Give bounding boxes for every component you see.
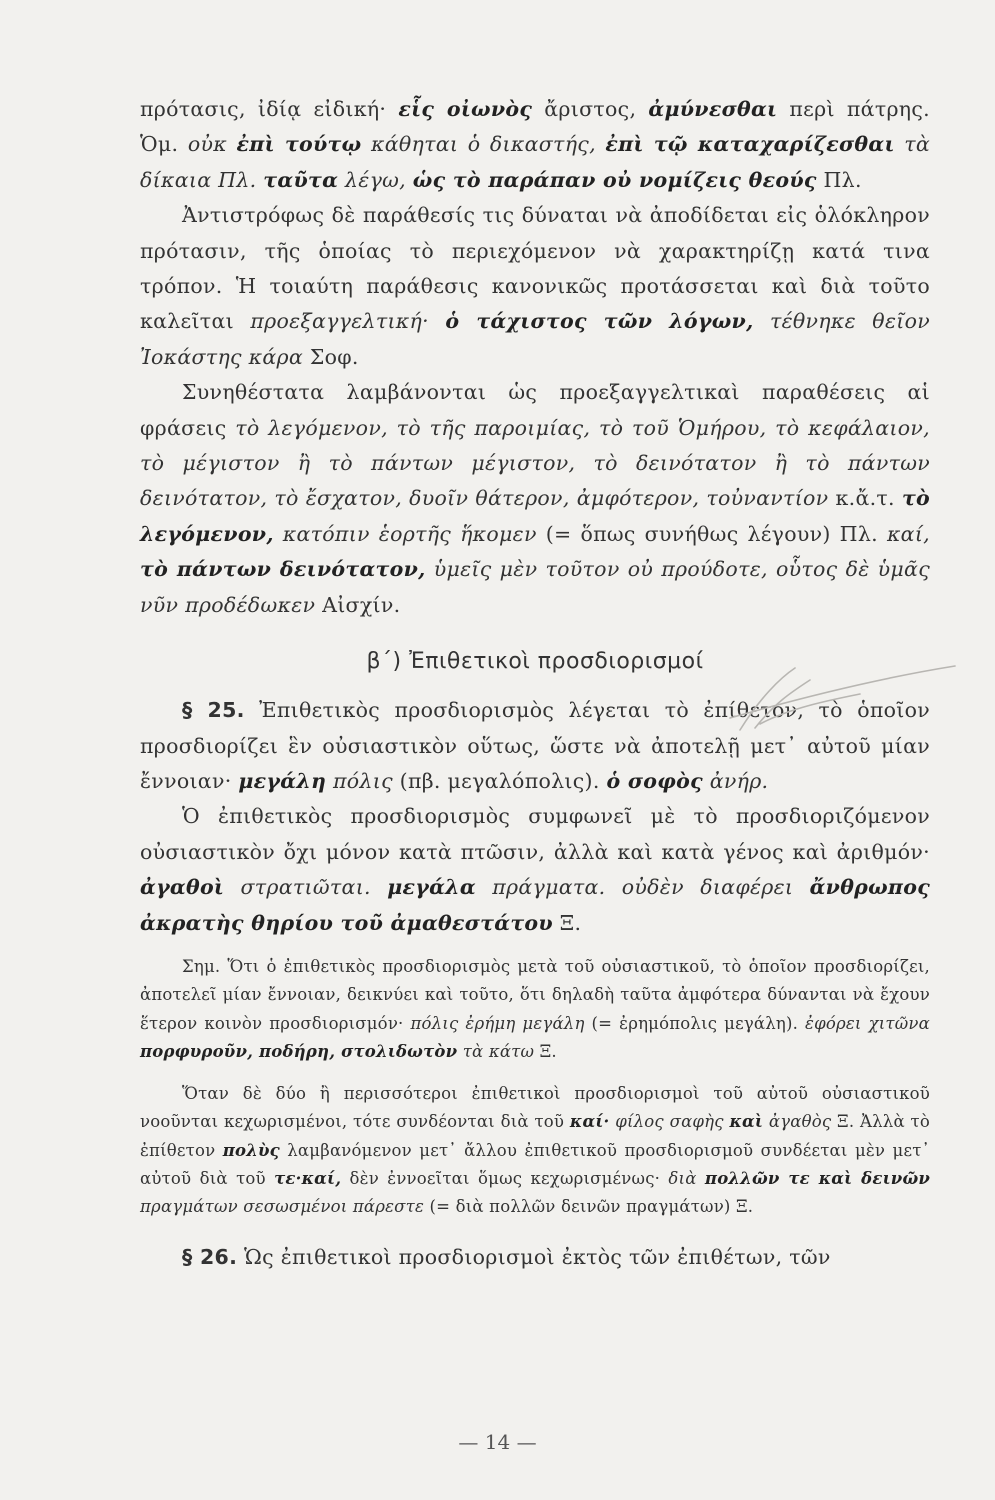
bold-example: μεγάλη — [238, 768, 327, 793]
text: κ.ἄ.τ. — [828, 486, 902, 511]
text: Αἰσχίν. — [315, 592, 401, 617]
italic-text: ἀνήρ. — [709, 768, 769, 793]
text: Ἀντιστρόφως δὲ παράθεσίς τις δύναται νὰ ἀποδίδεται εἰς ὁλόκληρον πρότασιν, τῆς ὁποίας τὸ περιεχόμενον νὰ χαρακτηρίζῃ κατά τινα τρόπον. Ἡ τοιαύτη παράθεσις κανονικῶς προτάσσεται καὶ διὰ τοῦτο καλεῖται — [140, 203, 930, 334]
section-26 — [140, 1240, 930, 1275]
italic-text: πόλις ἐρήμη μεγάλη — [410, 1013, 585, 1033]
text: Σοφ. — [303, 344, 359, 369]
bold-example: ὡς τὸ παράπαν οὐ νομίζεις θεούς — [412, 167, 817, 192]
italic-text: οὐκ — [187, 132, 228, 157]
text: ἄριστος, — [532, 97, 649, 121]
text: Ξ. Ἀλλὰ τὸ ἐπίθετον — [140, 1112, 930, 1160]
note-2 — [140, 1080, 930, 1221]
italic-text: στρατιῶται. — [240, 875, 371, 900]
paragraph-1 — [140, 92, 930, 198]
text: (= ἐρημόπολις μεγάλη). — [584, 1013, 806, 1033]
italic-text: κατόπιν ἑορτῆς ἥκομεν — [282, 521, 537, 546]
paragraph-2 — [140, 198, 930, 375]
text — [371, 875, 387, 899]
text — [697, 1169, 705, 1188]
text: δὲν ἐννοεῖται ὅμως κεχωρισμένως· — [341, 1169, 669, 1189]
section-heading: β΄) Ἐπιθετικοὶ προσδιορισμοί — [366, 649, 704, 675]
text — [476, 875, 492, 899]
text: Συνηθέστατα λαμβάνονται ὡς προεξαγγελτικαὶ παραθέσεις αἱ φράσεις — [140, 380, 930, 440]
page-number: — 14 — — [458, 1430, 537, 1454]
text: Ὅταν δὲ δύο ἢ περισσότεροι ἐπιθετικοὶ προσδιορισμοὶ τοῦ αὐτοῦ οὐσιαστικοῦ νοοῦνται κεχωρισμένοι, τότε συνδέονται διὰ τοῦ — [140, 1084, 930, 1132]
italic-text: τὰ κάτω — [462, 1041, 535, 1061]
text — [754, 309, 770, 333]
bold-example: τε·καί, — [274, 1169, 342, 1189]
italic-text: φίλος σαφὴς — [615, 1112, 724, 1132]
text — [703, 769, 710, 793]
italic-text: ἐφόρει χιτῶνα — [805, 1013, 930, 1033]
text: Ξ. — [534, 1041, 557, 1061]
italic-text: διὰ — [668, 1169, 697, 1189]
paragraph-3 — [140, 375, 930, 623]
bold-example: ἐπὶ τούτῳ — [236, 132, 362, 157]
italic-text: πόλις — [333, 768, 393, 793]
text — [429, 309, 445, 333]
bold-example: ἐπὶ τῷ καταχαρίζεσθαι — [605, 132, 895, 157]
bold-example: πορφυροῦν, ποδήρη, στολιδωτὸν — [140, 1041, 458, 1061]
text: λαμβανόμενον μετ᾽ ἄλλου ἐπιθετικοῦ προσδιορισμοῦ συνδέεται μὲν μετ᾽ αὐτοῦ διὰ τοῦ — [140, 1140, 930, 1189]
bold-example: πολλῶν τε καὶ δεινῶν — [704, 1169, 931, 1189]
italic-text: κάθηται ὁ δικαστής, — [361, 132, 606, 157]
text: (πβ. μεγαλόπολις). — [392, 768, 607, 793]
italic-text: τὰ δίκαια Πλ. — [140, 132, 930, 192]
text: Ξ. — [552, 910, 582, 935]
note-1 — [140, 953, 930, 1066]
text — [227, 132, 237, 156]
bold-example: ταῦτα — [263, 167, 339, 192]
bold-example: τὸ λεγόμενον, — [140, 486, 931, 546]
bold-example: πολὺς — [222, 1140, 280, 1160]
text: (= ὅπως συνήθως λέγουν) Πλ. — [536, 521, 887, 546]
italic-text: τέθνηκε θεῖον Ἰοκάστης κάρα — [140, 309, 930, 369]
text: Πλ. — [816, 167, 862, 192]
text — [793, 875, 809, 899]
text — [426, 557, 434, 581]
text: (= διὰ πολλῶν δεινῶν πραγμάτων) Ξ. — [424, 1197, 754, 1217]
italic-text: λέγω, — [338, 167, 413, 192]
text: Ὁ ἐπιθετικὸς προσδιορισμὸς συμφωνεῖ μὲ τὸ προσδιοριζόμενον οὐσιαστικὸν ὄχι μόνον κατὰ πτῶσιν, ἀλλὰ καὶ κατὰ γένος καὶ ἀριθμόν· — [140, 804, 930, 864]
text: Ὡς ἐπιθετικοὶ προσδιορισμοὶ ἐκτὸς τῶν ἐπιθέτων, τῶν — [237, 1244, 831, 1269]
bold-example: τὸ πάντων δεινότατον, — [140, 557, 426, 582]
bold-example: ἀμύνεσθαι — [648, 97, 778, 121]
text: πρότασις, ἰδίᾳ εἰδική· — [140, 97, 399, 121]
bold-example: ἄνθρωπος ἀκρατὴς θηρίου τοῦ ἀμαθεστάτου — [140, 875, 930, 935]
paragraph-5 — [140, 799, 930, 941]
text: Σημ. Ὅτι ὁ ἐπιθετικὸς προσδιορισμὸς μετὰ τοῦ οὐσιαστικοῦ, τὸ ὁποῖον προσδιορίζει, ἀποτελεῖ μίαν ἔννοιαν, δεικνύει καὶ τοῦτο, ὅτι δηλαδὴ ταῦτα ἀμφότερα δύνανται νὰ ἔχουν ἕτερον κοινὸν προσδιορισμόν· — [140, 956, 930, 1033]
italic-text: πράγματα. οὐδὲν διαφέρει — [492, 875, 794, 900]
text — [274, 522, 283, 546]
italic-text: πραγμάτων σεσωσμένοι πάρεστε — [140, 1197, 425, 1217]
italic-text: τὸ λεγόμενον, τὸ τῆς παροιμίας, τὸ τοῦ Ὁμήρου, τὸ κεφάλαιον, τὸ μέγιστον ἢ τὸ πάντων μέγιστον, τὸ δεινότατον ἢ τὸ πάντων δεινότατον, τὸ ἔσχατον, δυοῖν θάτερον, ἀμφότερον, τοὐναντίον — [140, 415, 930, 511]
text — [326, 769, 333, 793]
text: περὶ πάτρης. Ὁμ. — [140, 97, 930, 157]
bold-example: ὁ τάχιστος τῶν λόγων, — [445, 309, 754, 334]
italic-text: καί, — [886, 521, 930, 546]
text — [224, 875, 240, 899]
bold-example: καί· — [569, 1112, 610, 1132]
section-number: § 25. — [182, 698, 245, 723]
bold-example: εἷς οἰωνὸς — [398, 97, 533, 121]
bold-example: καὶ — [729, 1112, 764, 1132]
text-column — [140, 92, 930, 1275]
text: Ἐπιθετικὸς προσδιορισμὸς λέγεται τὸ ἐπίθετον, τὸ ὁποῖον προσδιορίζει ἓν οὐσιαστικὸν οὕτως, ὥστε νὰ ἀποτελῇ μετ᾽ αὐτοῦ μίαν ἔννοιαν· — [140, 698, 930, 793]
bold-example: ὁ σοφὸς — [606, 768, 703, 793]
bold-example: ἀγαθοὶ — [140, 875, 225, 900]
bold-example: μεγάλα — [387, 875, 476, 900]
italic-text: ὑμεῖς μὲν τοῦτον οὐ προύδοτε, οὗτος δὲ ὑμᾶς νῦν προδέδωκεν — [140, 557, 930, 617]
italic-text: προεξαγγελτική· — [250, 309, 429, 334]
section-25 — [140, 693, 930, 799]
section-number: § 26. — [182, 1244, 238, 1269]
italic-text: ἀγαθὸς — [768, 1112, 832, 1132]
